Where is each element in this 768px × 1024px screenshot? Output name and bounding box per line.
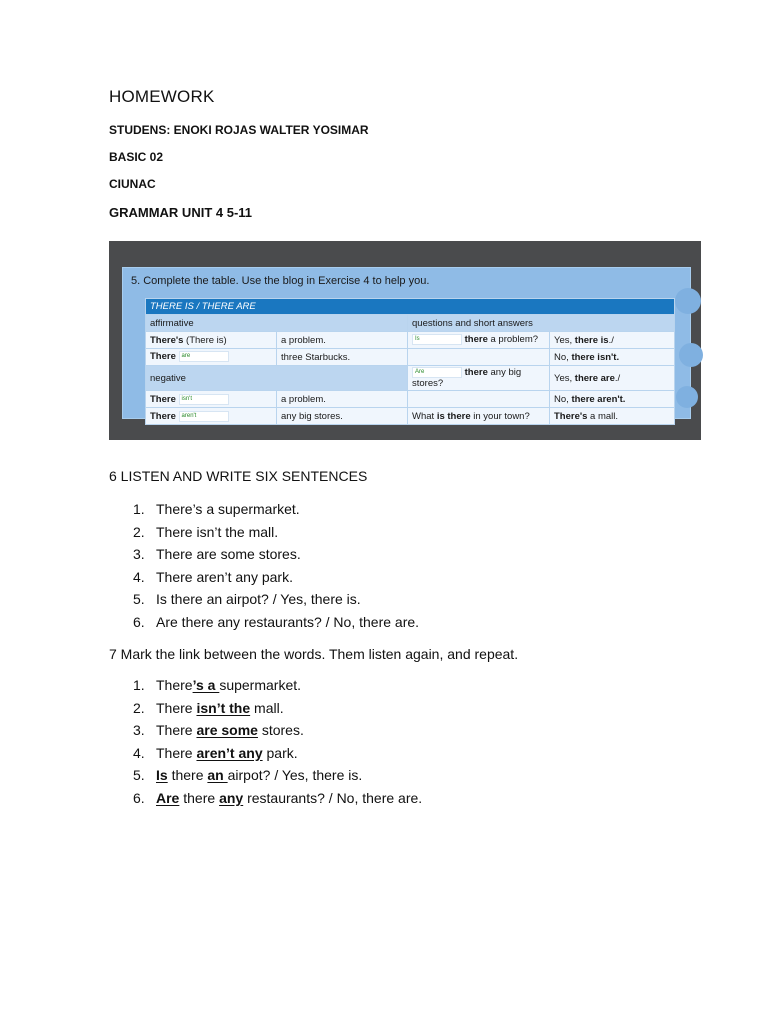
exercise-instruction: 5. Complete the table. Use the blog in Exercise 4 to help you. <box>131 275 430 287</box>
questions-header: questions and short answers <box>408 315 675 332</box>
negative-header: negative <box>146 366 408 391</box>
grammar-heading: GRAMMAR UNIT 4 5-11 <box>109 205 253 220</box>
list-item: 1. There’s a supermarket. <box>133 501 300 517</box>
answer-blank: Is <box>412 334 462 345</box>
section-7-heading: 7 Mark the link between the words. Them listen again, and repeat. <box>109 646 519 662</box>
section-6-heading: 6 LISTEN AND WRITE SIX SENTENCES <box>109 468 368 484</box>
list-item: 6. Are there any restaurants? / No, there are. <box>133 613 420 630</box>
exercise-5-image <box>109 241 701 440</box>
list-item: 1. There’s a supermarket. <box>133 677 302 693</box>
student-name: STUDENS: ENOKI ROJAS WALTER YOSIMAR <box>109 123 369 137</box>
section-7-list <box>109 674 422 809</box>
answer-blank: aren't <box>179 411 229 422</box>
list-item: 6. Are there any restaurants? / No, there are. <box>133 789 423 806</box>
list-item: 5. Is there an airpot? / Yes, there is. <box>133 591 361 607</box>
table-row: There aren't any big stores. What is there in your town? There's a mall. <box>146 408 675 425</box>
table-row: negative Are there any big stores? Yes, there are./ <box>146 366 675 391</box>
document-title: HOMEWORK <box>109 87 215 106</box>
there-is-table <box>145 298 675 425</box>
answer-blank: are <box>179 351 229 362</box>
list-item: 3. There are some stores. <box>133 546 301 562</box>
table-row: There's (There is) a problem. Is there a problem? Yes, there is./ <box>146 332 675 349</box>
section-6-list <box>109 498 419 633</box>
list-item: 4. There aren’t any park. <box>133 744 298 761</box>
list-item: 4. There aren’t any park. <box>133 568 293 585</box>
table-row: There are three Starbucks. No, there isn't. <box>146 349 675 366</box>
answer-blank: Are <box>412 367 462 378</box>
list-item: 3. There are some stores. <box>133 722 304 738</box>
course-level: BASIC 02 <box>109 150 164 164</box>
table-row: There isn't a problem. No, there aren't. <box>146 391 675 408</box>
list-item: 2. There isn’t the mall. <box>133 699 284 716</box>
exercise-panel <box>122 267 691 422</box>
affirmative-header: affirmative <box>146 315 408 332</box>
table-banner: THERE IS / THERE ARE <box>146 299 675 315</box>
list-item: 5. Is there an airpot? / Yes, there is. <box>133 767 363 783</box>
institute-name: CIUNAC <box>109 177 156 191</box>
list-item: 2. There isn’t the mall. <box>133 523 279 540</box>
answer-blank: isn't <box>179 394 229 405</box>
